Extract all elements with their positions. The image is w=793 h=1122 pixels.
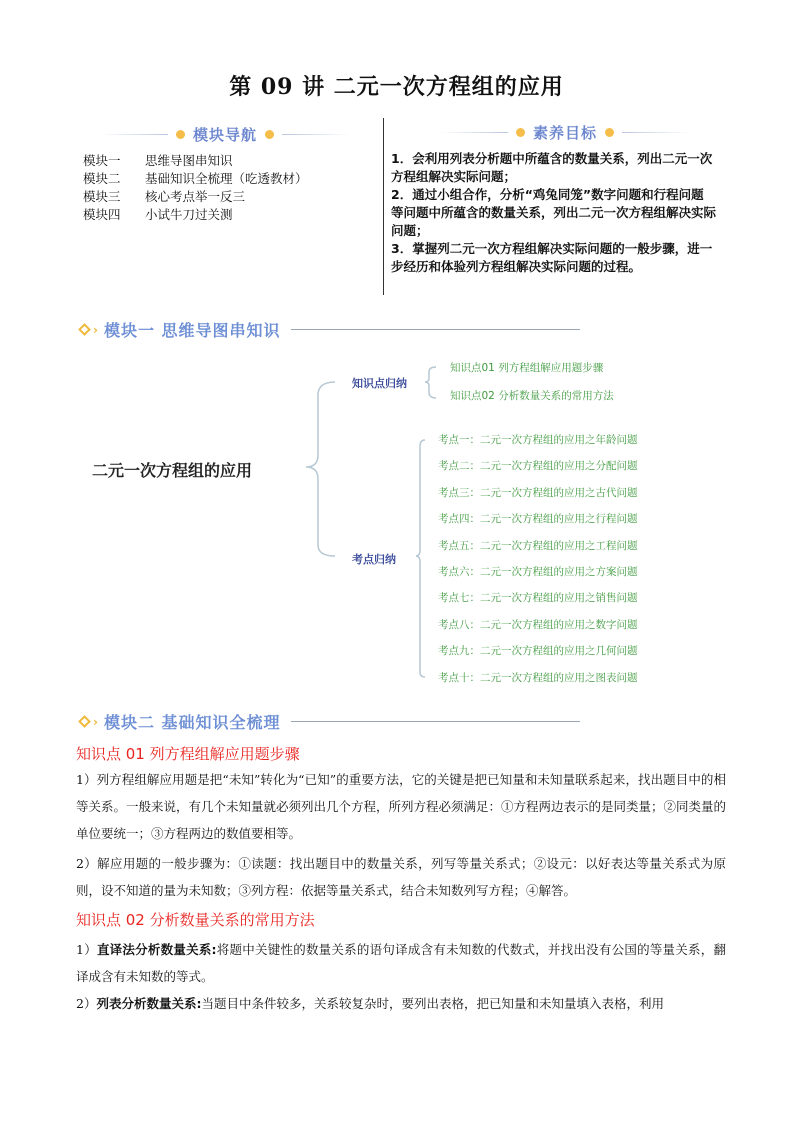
mindmap-leaf: 考点二：二元一次方程组的应用之分配问题: [438, 460, 638, 473]
list-number: 1）: [76, 942, 97, 957]
mindmap-branch-exam: 考点归纳: [352, 553, 396, 566]
divider: [291, 721, 580, 722]
mindmap-leaf: 考点十：二元一次方程组的应用之图表问题: [438, 671, 638, 684]
exam-brace: [416, 440, 425, 677]
mindmap-leaf: 考点三：二元一次方程组的应用之古代问题: [438, 486, 638, 499]
method-name: 直译法分析数量关系:: [96, 942, 217, 957]
goals-heading: 素养目标: [533, 123, 598, 142]
mindmap-leaf: 考点五：二元一次方程组的应用之工程问题: [438, 539, 638, 552]
module-nav-heading: 模块导航: [193, 125, 258, 144]
diamond-icon: [78, 715, 91, 728]
document-title: 第 09 讲 二元一次方程组的应用: [229, 74, 564, 100]
kp2-paragraph-2: [76, 990, 726, 1017]
module-label: 思维导图串知识: [145, 153, 233, 168]
module2-banner: [80, 710, 580, 733]
kp2-paragraph-1: [76, 936, 726, 990]
mindmap-leaf: 考点六：二元一次方程组的应用之方案问题: [438, 565, 638, 578]
method-text: 将题中关键性的数量关系的语句译成含有未知数的代数式，并找出没有公国的等量关系，翻译成含有未知数的等式。: [76, 942, 727, 984]
module-key: 模块一: [83, 153, 121, 168]
chevron-right-icon: ›: [93, 714, 98, 729]
mindmap-leaf: 考点八：二元一次方程组的应用之数字问题: [438, 618, 638, 631]
mindmap-leaf: 考点九：二元一次方程组的应用之几何问题: [438, 645, 638, 658]
chevron-right-icon: ›: [93, 322, 98, 337]
module-label: 基础知识全梳理（吃透教材）: [145, 171, 308, 186]
list-number: 2）: [76, 996, 97, 1011]
mindmap-leaf: 知识点02 分析数量关系的常用方法: [450, 390, 614, 402]
goal-item: 2．通过小组合作，分析“鸡兔同笼”数字问题和行程问题等问题中所蕴含的数量关系，列出二元一次方程组解决实际问题；: [391, 187, 717, 238]
mindmap-root: 二元一次方程组的应用: [92, 461, 253, 480]
mindmap-leaf: 考点七：二元一次方程组的应用之销售问题: [438, 592, 638, 605]
goal-item: 1．会利用列表分析题中所蕴含的数量关系，列出二元一次方程组解决实际问题；: [391, 151, 713, 184]
kp2-title: 知识点 02 分析数量关系的常用方法: [76, 911, 315, 929]
mindmap-leaf: 考点一：二元一次方程组的应用之年龄问题: [438, 434, 638, 446]
module-key: 模块三: [83, 189, 121, 204]
kp1-paragraph-1: 1）列方程组解应用题是把“未知”转化为“已知”的重要方法，它的关键是把已知量和未知量联系起来，找出题目中的相等关系。一般来说，有几个未知量就必须列出几个方程，所列方程必须满足：①方程两边表示的是同类量；②同类量的单位要统一；③方程两边的数值要相等。: [76, 772, 727, 841]
kp1-title: 知识点 01 列方程组解应用题步骤: [76, 745, 300, 763]
module-label: 核心考点举一反三: [145, 189, 246, 204]
root-brace: [306, 382, 335, 556]
mindmap-leaf: 知识点01 列方程组解应用题步骤: [450, 362, 604, 374]
module-label: 小试牛刀过关测: [145, 207, 233, 222]
goal-item: 3．掌握列二元一次方程组解决实际问题的一般步骤，进一步经历和体验列方程组解决实际问题的过程。: [391, 241, 713, 274]
module1-title: 模块一 思维导图串知识: [103, 321, 281, 340]
module2-title: 模块二 基础知识全梳理: [103, 713, 281, 732]
mindmap-branch-knowledge: 知识点归纳: [352, 377, 407, 390]
method-text: 当题目中条件较多，关系较复杂时，要列出表格，把已知量和未知量填入表格，利用: [201, 996, 664, 1011]
method-name: 列表分析数量关系:: [96, 996, 202, 1011]
kp1-paragraph-2: 2）解应用题的一般步骤为：①读题：找出题目中的数量关系，列写等量关系式；②设元：以好表达等量关系式为原则，设不知道的量为未知数；③列方程：依据等量关系式，结合未知数列写方程；④解答。: [76, 856, 726, 898]
mindmap-leaf: 考点四：二元一次方程组的应用之行程问题: [438, 513, 638, 526]
module-key: 模块二: [83, 171, 121, 186]
module-key: 模块四: [83, 207, 121, 222]
exam-leaf-list: [438, 432, 638, 696]
knowledge-brace: [425, 367, 436, 398]
